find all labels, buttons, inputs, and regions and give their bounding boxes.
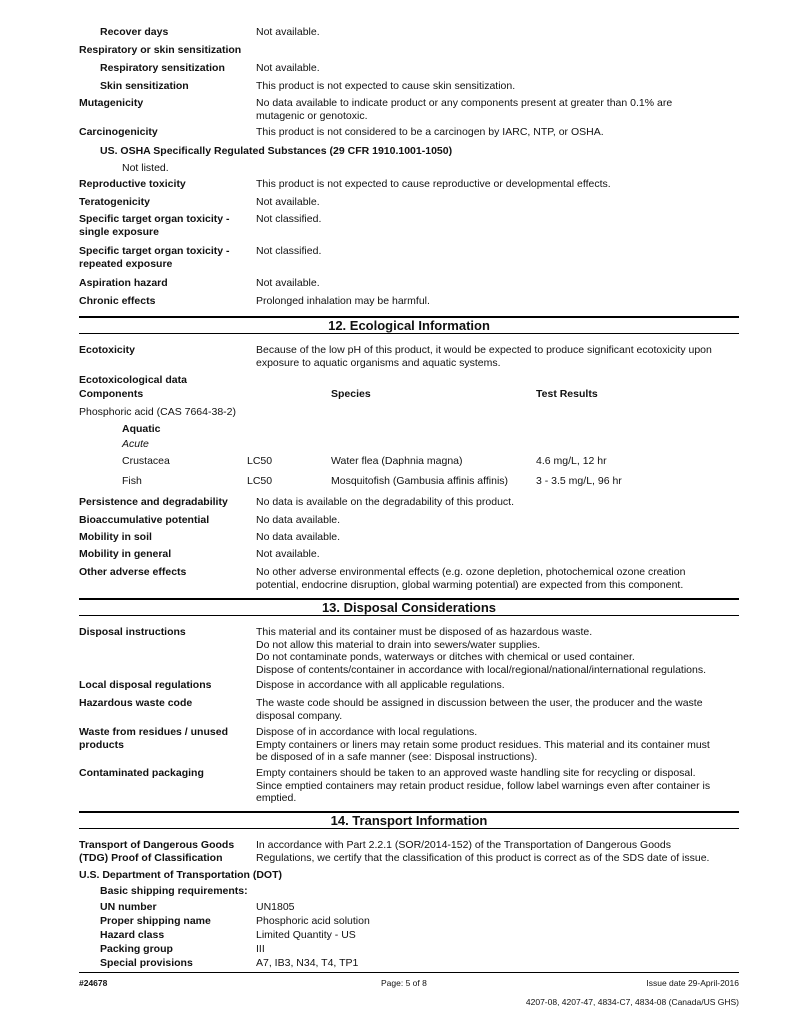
stot-repeated-label-1: Specific target organ toxicity - [79, 245, 230, 257]
teratogenicity-value: Not available. [256, 196, 320, 208]
hazardous-code-line: The waste code should be assigned in discussion between the user, the producer and the waste [256, 697, 703, 709]
mutagenicity-line-2: mutagenic or genotoxic. [256, 109, 368, 122]
hazardous-code-label: Hazardous waste code [79, 697, 193, 709]
stot-single-label-2: single exposure [79, 226, 159, 238]
eco-data-heading: Ecotoxicological data [79, 374, 187, 386]
contaminated-line: Since emptied containers may retain product residue, follow label warnings even after container is [256, 779, 711, 792]
carcinogenicity-value: This product is not considered to be a carcinogen by IARC, NTP, or OSHA. [256, 126, 604, 138]
endpoint: LC50 [247, 475, 273, 487]
waste-residues-line: Empty containers or liners may retain some product residues. This material and its container must [256, 738, 710, 751]
endpoint: LC50 [247, 455, 273, 467]
page-number: Page: 5 of 8 [381, 978, 427, 988]
tdg-value [256, 839, 741, 864]
test-result: 4.6 mg/L, 12 hr [536, 455, 607, 467]
organism: Crustacea [122, 455, 170, 467]
acute-subgroup: Acute [122, 438, 149, 450]
mobility-soil-label: Mobility in soil [79, 531, 152, 543]
persistence-label: Persistence and degradability [79, 496, 228, 508]
product-codes: 4207-08, 4207-47, 4834-C7, 4834-08 (Canada/US GHS) [525, 997, 739, 1007]
stot-repeated-value: Not classified. [256, 245, 322, 257]
contaminated-line: emptied. [256, 792, 297, 804]
contaminated-line: Empty containers should be taken to an approved waste handling site for recycling or disposal. [256, 767, 696, 779]
contaminated-label: Contaminated packaging [79, 767, 204, 779]
species: Water flea (Daphnia magna) [331, 455, 463, 467]
other-adverse-line-1: No other adverse environmental effects (e.g. ozone depletion, photochemical ozone creation [256, 566, 686, 578]
other-adverse-label: Other adverse effects [79, 566, 187, 578]
stot-repeated-label-2: repeated exposure [79, 258, 173, 270]
disposal-line: Do not allow this material to drain into sewers/water supplies. [256, 638, 541, 651]
reproductive-label: Reproductive toxicity [79, 178, 186, 190]
section-12-heading: 12. Ecological Information [79, 316, 739, 334]
disposal-line: This material and its container must be disposed of as hazardous waste. [256, 626, 593, 638]
mutagenicity-line-1: No data available to indicate product or any components present at greater than 0.1% are [256, 97, 673, 109]
reproductive-value: This product is not expected to cause reproductive or developmental effects. [256, 178, 611, 190]
footer-rule [79, 972, 739, 973]
tdg-line: In accordance with Part 2.2.1 (SOR/2014-152) of the Transportation of Dangerous Goods [256, 839, 671, 851]
stot-repeated-label [79, 245, 249, 271]
disposal-instructions-label: Disposal instructions [79, 626, 186, 638]
mutagenicity-label: Mutagenicity [79, 97, 144, 109]
test-result: 3 - 3.5 mg/L, 96 hr [536, 475, 622, 487]
waste-residues-value [256, 726, 741, 764]
col-components: Components [79, 388, 144, 400]
disposal-line: Do not contaminate ponds, waterways or ditches with chemical or used container. [256, 651, 635, 663]
issue-date: Issue date 29-April-2016 [646, 978, 739, 988]
ecotoxicity-label: Ecotoxicity [79, 344, 136, 356]
recover-days-value: Not available. [256, 26, 320, 38]
hazard-class-label: Hazard class [100, 929, 165, 941]
aquatic-group: Aquatic [122, 423, 161, 435]
local-regs-label: Local disposal regulations [79, 679, 212, 691]
packing-group-label: Packing group [100, 943, 173, 955]
section-14-heading: 14. Transport Information [79, 811, 739, 829]
skin-sens-label: Skin sensitization [100, 80, 189, 92]
resp-sens-value: Not available. [256, 62, 320, 74]
hazardous-code-value [256, 697, 741, 722]
chronic-label: Chronic effects [79, 295, 156, 307]
aspiration-label: Aspiration hazard [79, 277, 168, 289]
osha-heading: US. OSHA Specifically Regulated Substances (29 CFR 1910.1001-1050) [100, 145, 453, 157]
special-provisions-value: A7, IB3, N34, T4, TP1 [256, 957, 359, 969]
stot-single-label [79, 213, 249, 239]
shipping-name-value: Phosphoric acid solution [256, 915, 370, 927]
stot-single-label-1: Specific target organ toxicity - [79, 213, 230, 225]
waste-residues-label-1: Waste from residues / unused [79, 726, 228, 738]
bioaccumulative-value: No data available. [256, 514, 341, 526]
hazardous-code-line: disposal company. [256, 709, 343, 722]
other-adverse-line-2: potential, endocrine disruption, global warming potential) are expected from this component. [256, 578, 684, 591]
tdg-line: Regulations, we certify that the classification of this product is correct as of the SDS date of issue. [256, 851, 710, 864]
resp-sens-label: Respiratory sensitization [100, 62, 225, 74]
species: Mosquitofish (Gambusia affinis affinis) [331, 475, 509, 487]
shipping-name-label: Proper shipping name [100, 915, 211, 927]
mutagenicity-value [256, 97, 741, 122]
waste-residues-line: be disposed of in a safe manner (see: Disposal instructions). [256, 751, 538, 763]
basic-shipping-heading: Basic shipping requirements: [100, 885, 248, 897]
component-name: Phosphoric acid (CAS 7664-38-2) [79, 406, 236, 418]
waste-residues-label-2: products [79, 739, 124, 751]
un-number-value: UN1805 [256, 901, 295, 913]
skin-sens-value: This product is not expected to cause skin sensitization. [256, 80, 516, 92]
tdg-label-1: Transport of Dangerous Goods [79, 839, 235, 851]
doc-number: #24678 [79, 978, 108, 988]
disposal-instructions-value [256, 626, 741, 676]
waste-residues-label [79, 726, 249, 752]
contaminated-value [256, 767, 741, 805]
col-results: Test Results [536, 388, 598, 400]
chronic-value: Prolonged inhalation may be harmful. [256, 295, 430, 307]
disposal-line: Dispose of contents/container in accordance with local/regional/national/international regulations. [256, 663, 707, 676]
recover-days-label: Recover days [100, 26, 169, 38]
waste-residues-line: Dispose of in accordance with local regulations. [256, 726, 478, 738]
ecotoxicity-value [256, 344, 741, 369]
tdg-label-2: (TDG) Proof of Classification [79, 852, 223, 864]
organism: Fish [122, 475, 142, 487]
section-13-heading: 13. Disposal Considerations [79, 598, 739, 616]
aspiration-value: Not available. [256, 277, 320, 289]
bioaccumulative-label: Bioaccumulative potential [79, 514, 210, 526]
local-regs-value: Dispose in accordance with all applicable regulations. [256, 679, 505, 691]
resp-skin-heading: Respiratory or skin sensitization [79, 44, 242, 56]
special-provisions-label: Special provisions [100, 957, 193, 969]
ecotoxicity-line-1: Because of the low pH of this product, it would be expected to produce significant ecotoxicity upon [256, 344, 712, 356]
persistence-value: No data is available on the degradability of this product. [256, 496, 514, 508]
ecotoxicity-line-2: exposure to aquatic organisms and aquatic systems. [256, 356, 501, 369]
hazard-class-value: Limited Quantity - US [256, 929, 356, 941]
dot-heading: U.S. Department of Transportation (DOT) [79, 869, 283, 881]
stot-single-value: Not classified. [256, 213, 322, 225]
teratogenicity-label: Teratogenicity [79, 196, 150, 208]
tdg-label [79, 839, 249, 865]
other-adverse-value [256, 566, 741, 591]
col-species: Species [331, 388, 371, 400]
osha-value: Not listed. [122, 162, 169, 174]
un-number-label: UN number [100, 901, 157, 913]
mobility-soil-value: No data available. [256, 531, 341, 543]
carcinogenicity-label: Carcinogenicity [79, 126, 158, 138]
mobility-general-label: Mobility in general [79, 548, 172, 560]
packing-group-value: III [256, 943, 265, 955]
mobility-general-value: Not available. [256, 548, 320, 560]
